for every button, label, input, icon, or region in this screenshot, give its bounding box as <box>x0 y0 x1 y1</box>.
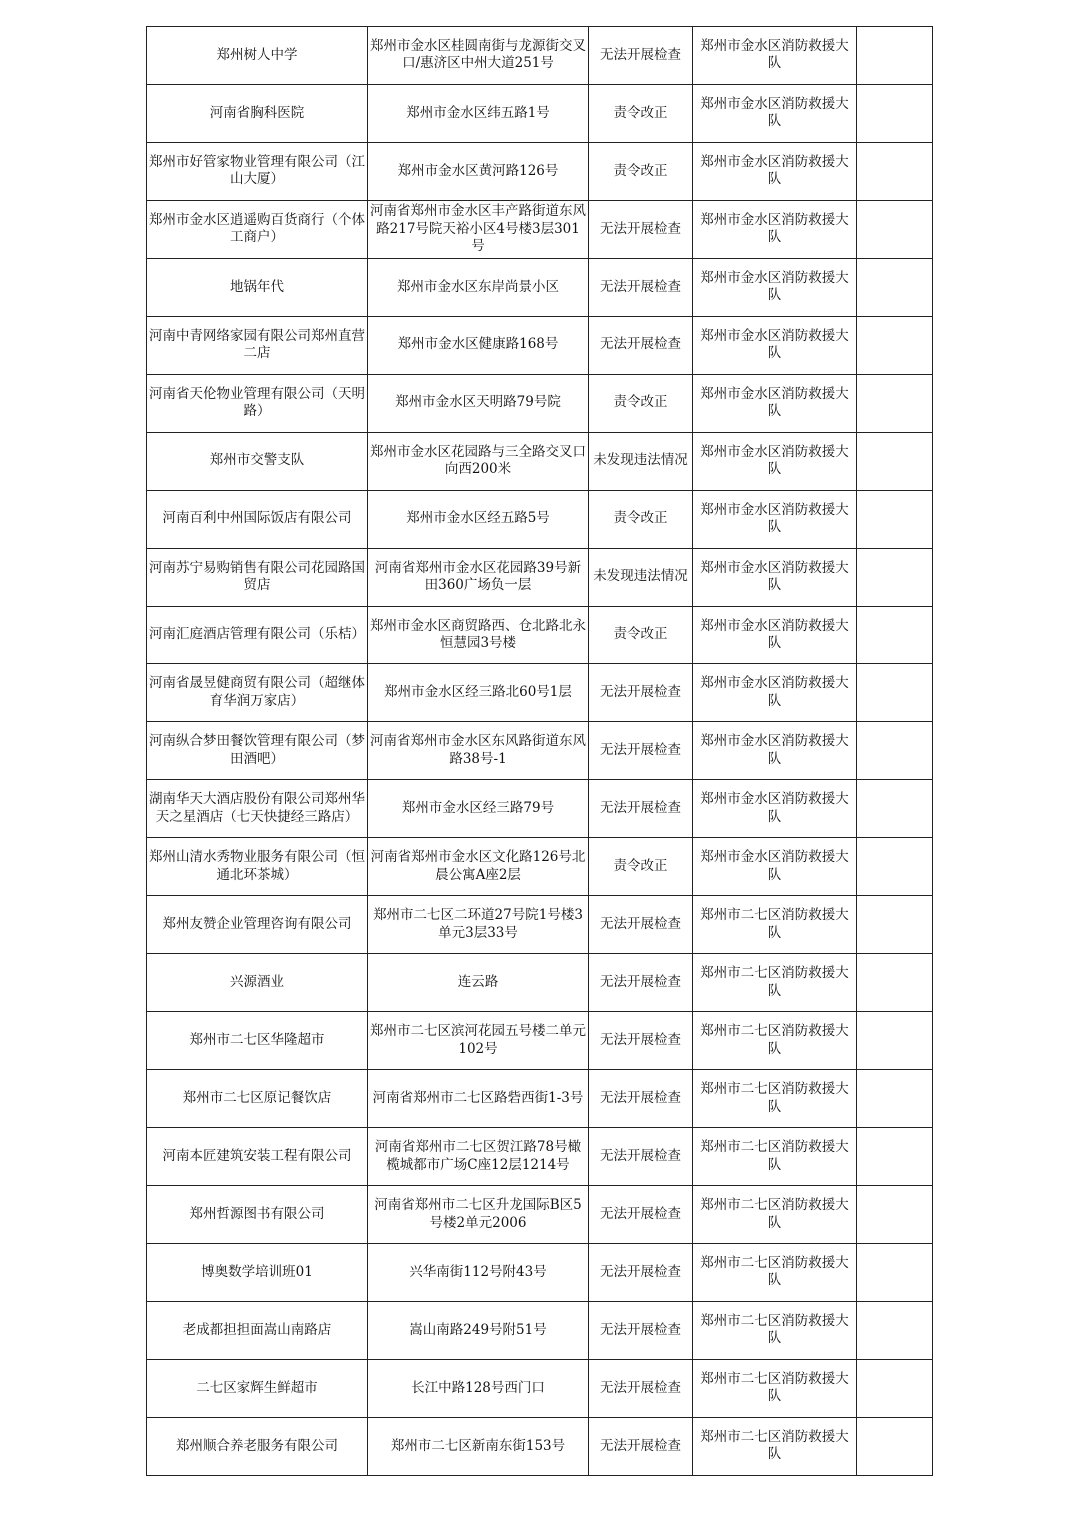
fire-brigade-cell: 郑州市金水区消防救援大队 <box>693 432 857 490</box>
table-body <box>147 27 933 1476</box>
address-cell: 连云路 <box>368 954 589 1012</box>
fire-brigade-cell: 郑州市二七区消防救援大队 <box>693 896 857 954</box>
remark-cell <box>857 258 933 316</box>
table-row <box>147 1417 933 1475</box>
address-cell: 河南省郑州市金水区丰产路街道东风路217号院天裕小区4号楼3层301号 <box>368 200 589 258</box>
address-cell: 河南省郑州市金水区文化路126号北晨公寓A座2层 <box>368 838 589 896</box>
unit-name-cell: 郑州顺合养老服务有限公司 <box>147 1417 368 1475</box>
remark-cell <box>857 1128 933 1186</box>
remark-cell <box>857 838 933 896</box>
unit-name-cell: 二七区家辉生鲜超市 <box>147 1359 368 1417</box>
fire-brigade-cell: 郑州市金水区消防救援大队 <box>693 374 857 432</box>
address-cell: 郑州市金水区商贸路西、仓北路北永恒慧园3号楼 <box>368 606 589 664</box>
inspection-result-cell: 未发现违法情况 <box>589 548 693 606</box>
inspection-result-cell: 无法开展检查 <box>589 27 693 85</box>
inspection-result-cell: 无法开展检查 <box>589 1186 693 1244</box>
remark-cell <box>857 548 933 606</box>
inspection-result-cell: 无法开展检查 <box>589 1301 693 1359</box>
unit-name-cell: 河南省天伦物业管理有限公司（天明路） <box>147 374 368 432</box>
inspection-result-cell: 无法开展检查 <box>589 258 693 316</box>
remark-cell <box>857 1012 933 1070</box>
address-cell: 郑州市金水区东岸尚景小区 <box>368 258 589 316</box>
fire-brigade-cell: 郑州市金水区消防救援大队 <box>693 490 857 548</box>
address-cell: 郑州市二七区二环道27号院1号楼3单元3层33号 <box>368 896 589 954</box>
unit-name-cell: 河南中青网络家园有限公司郑州直营二店 <box>147 316 368 374</box>
fire-brigade-cell: 郑州市二七区消防救援大队 <box>693 1186 857 1244</box>
fire-brigade-cell: 郑州市金水区消防救援大队 <box>693 838 857 896</box>
address-cell: 河南省郑州市二七区路砦西街1-3号 <box>368 1070 589 1128</box>
unit-name-cell: 河南纵合梦田餐饮管理有限公司（梦田酒吧） <box>147 722 368 780</box>
inspection-result-cell: 无法开展检查 <box>589 954 693 1012</box>
table-row <box>147 1301 933 1359</box>
table-row <box>147 316 933 374</box>
address-cell: 河南省郑州市金水区花园路39号新田360广场负一层 <box>368 548 589 606</box>
unit-name-cell: 郑州山清水秀物业服务有限公司（恒通北环茶城） <box>147 838 368 896</box>
address-cell: 郑州市金水区经三路北60号1层 <box>368 664 589 722</box>
inspection-records-table <box>146 26 933 1476</box>
unit-name-cell: 郑州哲源图书有限公司 <box>147 1186 368 1244</box>
inspection-result-cell: 无法开展检查 <box>589 1012 693 1070</box>
unit-name-cell: 河南苏宁易购销售有限公司花园路国贸店 <box>147 548 368 606</box>
address-cell: 郑州市金水区天明路79号院 <box>368 374 589 432</box>
address-cell: 河南省郑州市二七区升龙国际B区5号楼2单元2006 <box>368 1186 589 1244</box>
table-row <box>147 490 933 548</box>
table-row <box>147 606 933 664</box>
fire-brigade-cell: 郑州市金水区消防救援大队 <box>693 200 857 258</box>
table-row <box>147 1186 933 1244</box>
unit-name-cell: 郑州市交警支队 <box>147 432 368 490</box>
inspection-result-cell: 责令改正 <box>589 374 693 432</box>
inspection-result-cell: 无法开展检查 <box>589 1128 693 1186</box>
address-cell: 郑州市二七区新南东街153号 <box>368 1417 589 1475</box>
remark-cell <box>857 664 933 722</box>
fire-brigade-cell: 郑州市二七区消防救援大队 <box>693 1417 857 1475</box>
address-cell: 河南省郑州市金水区东风路街道东风路38号-1 <box>368 722 589 780</box>
fire-brigade-cell: 郑州市金水区消防救援大队 <box>693 316 857 374</box>
table-row <box>147 1070 933 1128</box>
address-cell: 嵩山南路249号附51号 <box>368 1301 589 1359</box>
fire-brigade-cell: 郑州市二七区消防救援大队 <box>693 1301 857 1359</box>
remark-cell <box>857 1359 933 1417</box>
fire-brigade-cell: 郑州市金水区消防救援大队 <box>693 780 857 838</box>
remark-cell <box>857 722 933 780</box>
unit-name-cell: 博奥数学培训班01 <box>147 1244 368 1302</box>
fire-brigade-cell: 郑州市二七区消防救援大队 <box>693 1128 857 1186</box>
unit-name-cell: 湖南华天大酒店股份有限公司郑州华天之星酒店（七天快捷经三路店） <box>147 780 368 838</box>
remark-cell <box>857 200 933 258</box>
table-row <box>147 432 933 490</box>
unit-name-cell: 郑州树人中学 <box>147 27 368 85</box>
unit-name-cell: 河南百利中州国际饭店有限公司 <box>147 490 368 548</box>
table-row <box>147 664 933 722</box>
inspection-result-cell: 无法开展检查 <box>589 1417 693 1475</box>
fire-brigade-cell: 郑州市金水区消防救援大队 <box>693 142 857 200</box>
table-row <box>147 200 933 258</box>
fire-brigade-cell: 郑州市金水区消防救援大队 <box>693 664 857 722</box>
unit-name-cell: 郑州市好管家物业管理有限公司（江山大厦） <box>147 142 368 200</box>
inspection-result-cell: 无法开展检查 <box>589 200 693 258</box>
table-row <box>147 1012 933 1070</box>
remark-cell <box>857 1417 933 1475</box>
fire-brigade-cell: 郑州市二七区消防救援大队 <box>693 954 857 1012</box>
remark-cell <box>857 780 933 838</box>
remark-cell <box>857 1301 933 1359</box>
inspection-result-cell: 无法开展检查 <box>589 1244 693 1302</box>
address-cell: 郑州市金水区花园路与三全路交叉口向西200米 <box>368 432 589 490</box>
remark-cell <box>857 432 933 490</box>
table-row <box>147 954 933 1012</box>
table-row <box>147 258 933 316</box>
unit-name-cell: 郑州市二七区原记餐饮店 <box>147 1070 368 1128</box>
inspection-result-cell: 未发现违法情况 <box>589 432 693 490</box>
fire-brigade-cell: 郑州市二七区消防救援大队 <box>693 1359 857 1417</box>
fire-brigade-cell: 郑州市金水区消防救援大队 <box>693 84 857 142</box>
remark-cell <box>857 1186 933 1244</box>
fire-brigade-cell: 郑州市金水区消防救援大队 <box>693 722 857 780</box>
table-row <box>147 84 933 142</box>
table-row <box>147 780 933 838</box>
address-cell: 郑州市金水区健康路168号 <box>368 316 589 374</box>
unit-name-cell: 河南汇庭酒店管理有限公司（乐桔） <box>147 606 368 664</box>
remark-cell <box>857 896 933 954</box>
inspection-result-cell: 无法开展检查 <box>589 1070 693 1128</box>
fire-brigade-cell: 郑州市金水区消防救援大队 <box>693 548 857 606</box>
table-row <box>147 1244 933 1302</box>
inspection-result-cell: 无法开展检查 <box>589 780 693 838</box>
unit-name-cell: 郑州市金水区逍遥购百货商行（个体工商户） <box>147 200 368 258</box>
inspection-result-cell: 责令改正 <box>589 606 693 664</box>
table-row <box>147 896 933 954</box>
table-row <box>147 548 933 606</box>
fire-brigade-cell: 郑州市金水区消防救援大队 <box>693 27 857 85</box>
remark-cell <box>857 1070 933 1128</box>
inspection-result-cell: 无法开展检查 <box>589 1359 693 1417</box>
unit-name-cell: 郑州市二七区华隆超市 <box>147 1012 368 1070</box>
remark-cell <box>857 1244 933 1302</box>
inspection-result-cell: 责令改正 <box>589 142 693 200</box>
address-cell: 郑州市二七区滨河花园五号楼二单元102号 <box>368 1012 589 1070</box>
inspection-result-cell: 无法开展检查 <box>589 316 693 374</box>
table-row <box>147 1359 933 1417</box>
unit-name-cell: 河南本匠建筑安装工程有限公司 <box>147 1128 368 1186</box>
table-row <box>147 1128 933 1186</box>
address-cell: 郑州市金水区经五路5号 <box>368 490 589 548</box>
table-row <box>147 27 933 85</box>
fire-brigade-cell: 郑州市二七区消防救援大队 <box>693 1244 857 1302</box>
table-row <box>147 374 933 432</box>
inspection-result-cell: 责令改正 <box>589 84 693 142</box>
remark-cell <box>857 954 933 1012</box>
unit-name-cell: 地锅年代 <box>147 258 368 316</box>
fire-brigade-cell: 郑州市二七区消防救援大队 <box>693 1070 857 1128</box>
address-cell: 郑州市金水区黄河路126号 <box>368 142 589 200</box>
inspection-result-cell: 责令改正 <box>589 490 693 548</box>
remark-cell <box>857 490 933 548</box>
address-cell: 河南省郑州市二七区贺江路78号橄榄城都市广场C座12层1214号 <box>368 1128 589 1186</box>
remark-cell <box>857 142 933 200</box>
remark-cell <box>857 374 933 432</box>
remark-cell <box>857 84 933 142</box>
address-cell: 郑州市金水区纬五路1号 <box>368 84 589 142</box>
unit-name-cell: 郑州友赞企业管理咨询有限公司 <box>147 896 368 954</box>
fire-brigade-cell: 郑州市金水区消防救援大队 <box>693 258 857 316</box>
address-cell: 兴华南街112号附43号 <box>368 1244 589 1302</box>
inspection-result-cell: 无法开展检查 <box>589 722 693 780</box>
unit-name-cell: 兴源酒业 <box>147 954 368 1012</box>
address-cell: 郑州市金水区桂圆南街与龙源街交叉口/惠济区中州大道251号 <box>368 27 589 85</box>
table-row <box>147 722 933 780</box>
remark-cell <box>857 606 933 664</box>
unit-name-cell: 河南省晟昱健商贸有限公司（超继体育华润万家店） <box>147 664 368 722</box>
unit-name-cell: 老成都担担面嵩山南路店 <box>147 1301 368 1359</box>
inspection-table-sheet <box>146 26 932 1476</box>
remark-cell <box>857 27 933 85</box>
inspection-result-cell: 责令改正 <box>589 838 693 896</box>
address-cell: 长江中路128号西门口 <box>368 1359 589 1417</box>
fire-brigade-cell: 郑州市金水区消防救援大队 <box>693 606 857 664</box>
fire-brigade-cell: 郑州市二七区消防救援大队 <box>693 1012 857 1070</box>
table-row <box>147 142 933 200</box>
remark-cell <box>857 316 933 374</box>
table-row <box>147 838 933 896</box>
inspection-result-cell: 无法开展检查 <box>589 664 693 722</box>
inspection-result-cell: 无法开展检查 <box>589 896 693 954</box>
address-cell: 郑州市金水区经三路79号 <box>368 780 589 838</box>
unit-name-cell: 河南省胸科医院 <box>147 84 368 142</box>
